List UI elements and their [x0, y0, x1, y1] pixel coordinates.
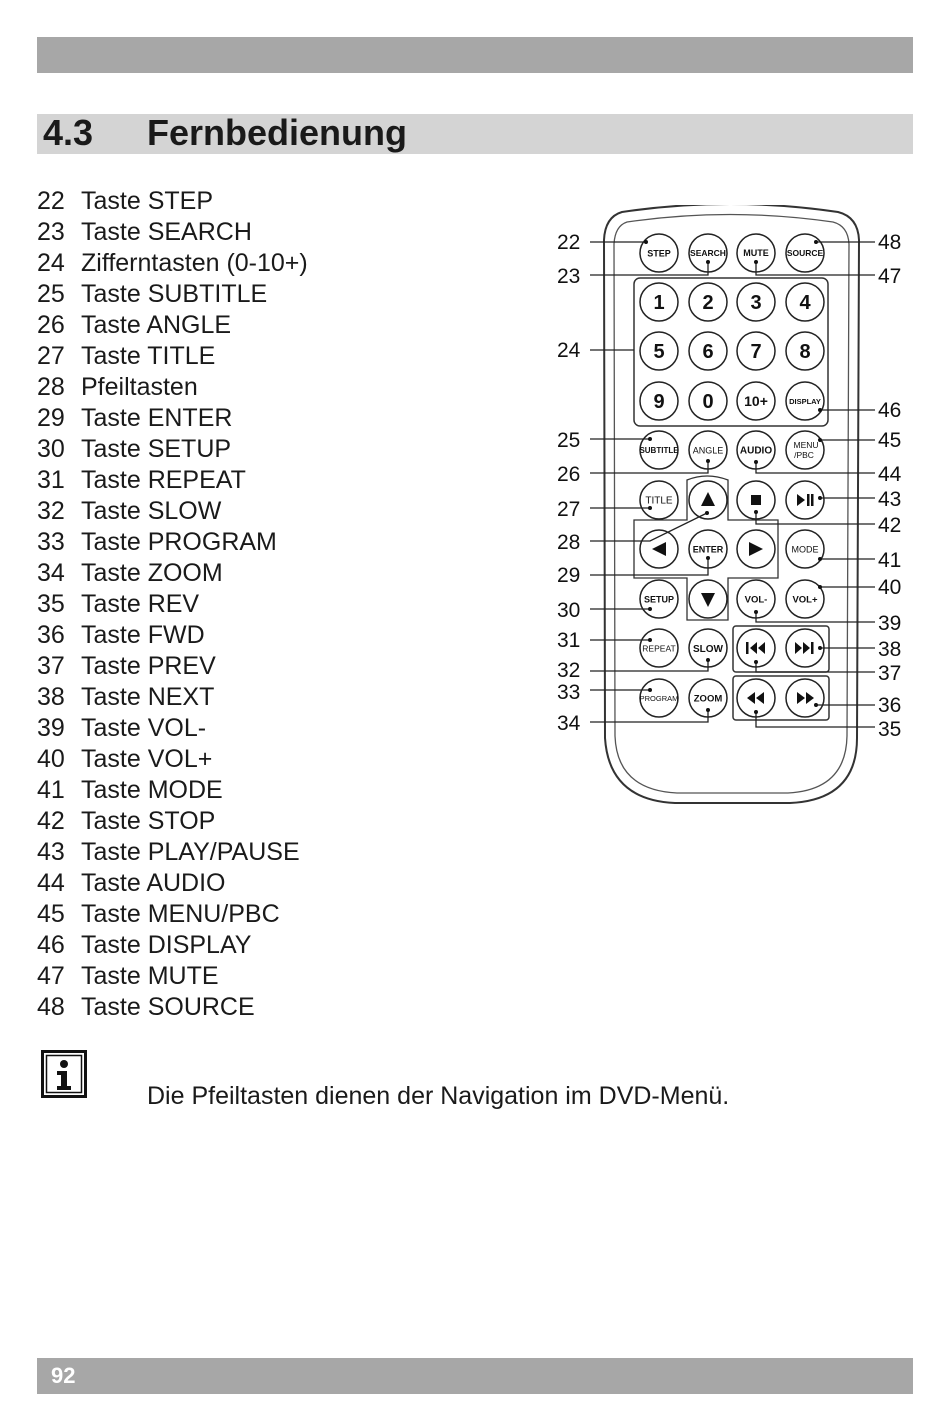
section-number: 4.3: [43, 112, 94, 153]
legend-item-text: Taste ENTER: [81, 404, 233, 432]
callout-28: 28: [557, 531, 581, 554]
legend-item-text: Taste SLOW: [81, 497, 222, 525]
legend-item-text: Taste SEARCH: [81, 218, 252, 246]
legend-item-text: Taste VOL-: [81, 714, 207, 742]
callout-26: 26: [557, 463, 581, 486]
legend-item-number: 22: [37, 187, 65, 215]
callout-24: 24: [557, 339, 581, 362]
legend-item-text: Taste STEP: [81, 187, 213, 215]
svg-text:VOL-: VOL-: [744, 594, 768, 606]
vol-up-button[interactable]: [786, 580, 824, 618]
legend-item-number: 33: [37, 528, 65, 556]
callout-43: 43: [878, 488, 902, 511]
source-button[interactable]: [786, 234, 824, 272]
header-bar: [37, 37, 913, 73]
legend-item: [37, 744, 308, 775]
digit-0-button[interactable]: [689, 382, 727, 420]
repeat-button[interactable]: [640, 629, 678, 667]
title-button[interactable]: [640, 481, 678, 519]
legend-item-number: 40: [37, 745, 65, 773]
legend-item-text: Taste MODE: [81, 776, 223, 804]
legend-item-number: 26: [37, 311, 65, 339]
mode-button[interactable]: [786, 530, 824, 568]
svg-text:4: 4: [799, 292, 811, 314]
digit-2-button[interactable]: [689, 283, 727, 321]
legend-item: [37, 682, 308, 713]
legend-item-number: 38: [37, 683, 65, 711]
setup-button[interactable]: [640, 580, 678, 618]
svg-text:SLOW: SLOW: [693, 644, 723, 655]
callout-42: 42: [878, 514, 902, 537]
svg-text:SOURCE: SOURCE: [786, 248, 824, 258]
legend-item-text: Taste ZOOM: [81, 559, 223, 587]
play-pause-button[interactable]: [786, 481, 824, 519]
svg-text:/PBC: /PBC: [794, 450, 814, 460]
legend-item-text: Taste PREV: [81, 652, 216, 680]
callout-labels-right: [878, 231, 902, 741]
callout-29: 29: [557, 564, 581, 587]
fwd-button[interactable]: [786, 679, 824, 717]
svg-text:0: 0: [702, 391, 714, 413]
callout-44: 44: [878, 463, 902, 486]
button-legend-list: [37, 186, 308, 1023]
callout-33: 33: [557, 681, 581, 704]
legend-item-number: 32: [37, 497, 65, 525]
arrow-down-button[interactable]: [689, 580, 727, 618]
legend-item-text: Pfeiltasten: [81, 373, 198, 401]
digit-8-button[interactable]: [786, 332, 824, 370]
callout-30: 30: [557, 599, 581, 622]
legend-item-number: 42: [37, 807, 65, 835]
legend-item: [37, 186, 308, 217]
legend-item-number: 30: [37, 435, 65, 463]
legend-item-text: Taste TITLE: [81, 342, 216, 370]
digit-1-button[interactable]: [640, 283, 678, 321]
legend-item-number: 43: [37, 838, 65, 866]
svg-text:3: 3: [750, 292, 762, 314]
svg-text:2: 2: [702, 292, 714, 314]
legend-item: [37, 775, 308, 806]
legend-item-text: Taste NEXT: [81, 683, 215, 711]
digit-7-button[interactable]: [737, 332, 775, 370]
legend-item: [37, 930, 308, 961]
svg-text:STEP: STEP: [647, 248, 671, 259]
stop-icon: [751, 495, 761, 505]
legend-item-text: Taste SUBTITLE: [81, 280, 268, 308]
legend-item: [37, 806, 308, 837]
legend-item: [37, 527, 308, 558]
digit-10plus-button[interactable]: [737, 382, 775, 420]
legend-item-text: Zifferntasten (0-10+): [81, 249, 308, 277]
arrow-right-button[interactable]: [737, 530, 775, 568]
legend-item-text: Taste MENU/PBC: [81, 900, 280, 928]
legend-item: [37, 496, 308, 527]
legend-item-number: 41: [37, 776, 65, 804]
legend-item-text: Taste REPEAT: [81, 466, 246, 494]
legend-item-number: 29: [37, 404, 65, 432]
svg-text:MENU: MENU: [793, 440, 819, 450]
callout-27: 27: [557, 498, 581, 521]
callout-37: 37: [878, 662, 902, 685]
legend-item: [37, 620, 308, 651]
callout-36: 36: [878, 694, 902, 717]
svg-text:9: 9: [653, 391, 665, 413]
legend-item: [37, 868, 308, 899]
legend-item: [37, 837, 308, 868]
legend-item: [37, 713, 308, 744]
legend-item-number: 37: [37, 652, 65, 680]
callout-34: 34: [557, 712, 581, 735]
legend-item: [37, 558, 308, 589]
svg-text:10+: 10+: [744, 393, 768, 409]
legend-item-number: 45: [37, 900, 65, 928]
legend-item-number: 44: [37, 869, 65, 897]
svg-text:8: 8: [799, 341, 811, 363]
remote-control-diagram: [550, 205, 912, 807]
legend-item-number: 24: [37, 249, 65, 277]
digit-5-button[interactable]: [640, 332, 678, 370]
callout-22: 22: [557, 231, 581, 254]
svg-text:MODE: MODE: [791, 544, 819, 555]
svg-text:7: 7: [750, 341, 762, 363]
svg-text:1: 1: [653, 292, 665, 314]
legend-item-text: Taste FWD: [81, 621, 205, 649]
legend-item: [37, 310, 308, 341]
legend-item-number: 47: [37, 962, 65, 990]
legend-item-number: 35: [37, 590, 65, 618]
legend-item-text: Taste DISPLAY: [81, 931, 252, 959]
legend-item-number: 27: [37, 342, 65, 370]
svg-text:DISPLAY: DISPLAY: [789, 397, 821, 406]
callout-labels-left: [557, 231, 581, 735]
subtitle-button[interactable]: [639, 431, 679, 469]
info-icon: [41, 1050, 87, 1098]
arrow-left-button[interactable]: [640, 530, 678, 568]
legend-item-number: 28: [37, 373, 65, 401]
legend-item-number: 23: [37, 218, 65, 246]
callout-48: 48: [878, 231, 902, 254]
note-text: Die Pfeiltasten dienen der Navigation im DVD-Menü.: [147, 1082, 730, 1110]
legend-item-text: Taste SETUP: [81, 435, 232, 463]
digit-3-button[interactable]: [737, 283, 775, 321]
legend-item-number: 36: [37, 621, 65, 649]
legend-item: [37, 651, 308, 682]
svg-text:SEARCH: SEARCH: [690, 248, 726, 258]
svg-text:SETUP: SETUP: [643, 594, 675, 605]
legend-item-text: Taste PLAY/PAUSE: [81, 838, 300, 866]
legend-item: [37, 341, 308, 372]
legend-item-text: Taste PROGRAM: [81, 528, 277, 556]
callout-32: 32: [557, 659, 581, 682]
legend-item: [37, 992, 308, 1023]
callout-38: 38: [878, 638, 902, 661]
program-button[interactable]: [640, 679, 679, 717]
svg-text:6: 6: [702, 341, 714, 363]
legend-item: [37, 248, 308, 279]
legend-item: [37, 961, 308, 992]
section-title: Fernbedienung: [147, 112, 407, 153]
legend-item-number: 48: [37, 993, 65, 1021]
legend-item: [37, 899, 308, 930]
menu-pbc-button[interactable]: [786, 431, 824, 469]
legend-item-number: 39: [37, 714, 65, 742]
footer-bar: [37, 1358, 913, 1394]
legend-item-text: Taste VOL+: [81, 745, 213, 773]
svg-text:SUBTITLE: SUBTITLE: [639, 446, 679, 455]
legend-item-text: Taste STOP: [81, 807, 216, 835]
legend-item-number: 25: [37, 280, 65, 308]
callout-46: 46: [878, 399, 902, 422]
callout-45: 45: [878, 429, 902, 452]
legend-item-text: Taste REV: [81, 590, 200, 618]
legend-item: [37, 372, 308, 403]
legend-item-text: Taste SOURCE: [81, 993, 255, 1021]
callout-40: 40: [878, 576, 902, 599]
callout-25: 25: [557, 429, 581, 452]
callout-39: 39: [878, 612, 902, 635]
legend-item: [37, 465, 308, 496]
callout-23: 23: [557, 265, 581, 288]
svg-text:5: 5: [653, 341, 665, 363]
legend-item-text: Taste MUTE: [81, 962, 219, 990]
step-button[interactable]: [640, 234, 678, 272]
legend-item-number: 34: [37, 559, 65, 587]
svg-text:REPEAT: REPEAT: [642, 643, 676, 654]
legend-item-text: Taste ANGLE: [81, 311, 232, 339]
svg-text:PROGRAM: PROGRAM: [639, 694, 679, 703]
svg-text:ZOOM: ZOOM: [693, 693, 723, 705]
callout-47: 47: [878, 265, 902, 288]
page-number: 92: [51, 1363, 76, 1388]
display-button[interactable]: [786, 382, 824, 420]
digit-6-button[interactable]: [689, 332, 727, 370]
legend-item: [37, 217, 308, 248]
section-title-bar: [37, 114, 913, 154]
callout-31: 31: [557, 629, 581, 652]
svg-text:ANGLE: ANGLE: [692, 445, 724, 456]
svg-text:AUDIO: AUDIO: [739, 445, 773, 457]
svg-text:VOL+: VOL+: [792, 594, 818, 606]
callout-35: 35: [878, 718, 902, 741]
svg-text:ENTER: ENTER: [692, 544, 724, 555]
legend-item: [37, 589, 308, 620]
legend-item-number: 31: [37, 466, 65, 494]
digit-4-button[interactable]: [786, 283, 824, 321]
callout-41: 41: [878, 549, 902, 572]
digit-9-button[interactable]: [640, 382, 678, 420]
legend-item: [37, 434, 308, 465]
legend-item: [37, 279, 308, 310]
svg-text:MUTE: MUTE: [743, 248, 769, 258]
legend-item-number: 46: [37, 931, 65, 959]
svg-text:TITLE: TITLE: [645, 495, 673, 507]
legend-item-text: Taste AUDIO: [81, 869, 226, 897]
legend-item: [37, 403, 308, 434]
